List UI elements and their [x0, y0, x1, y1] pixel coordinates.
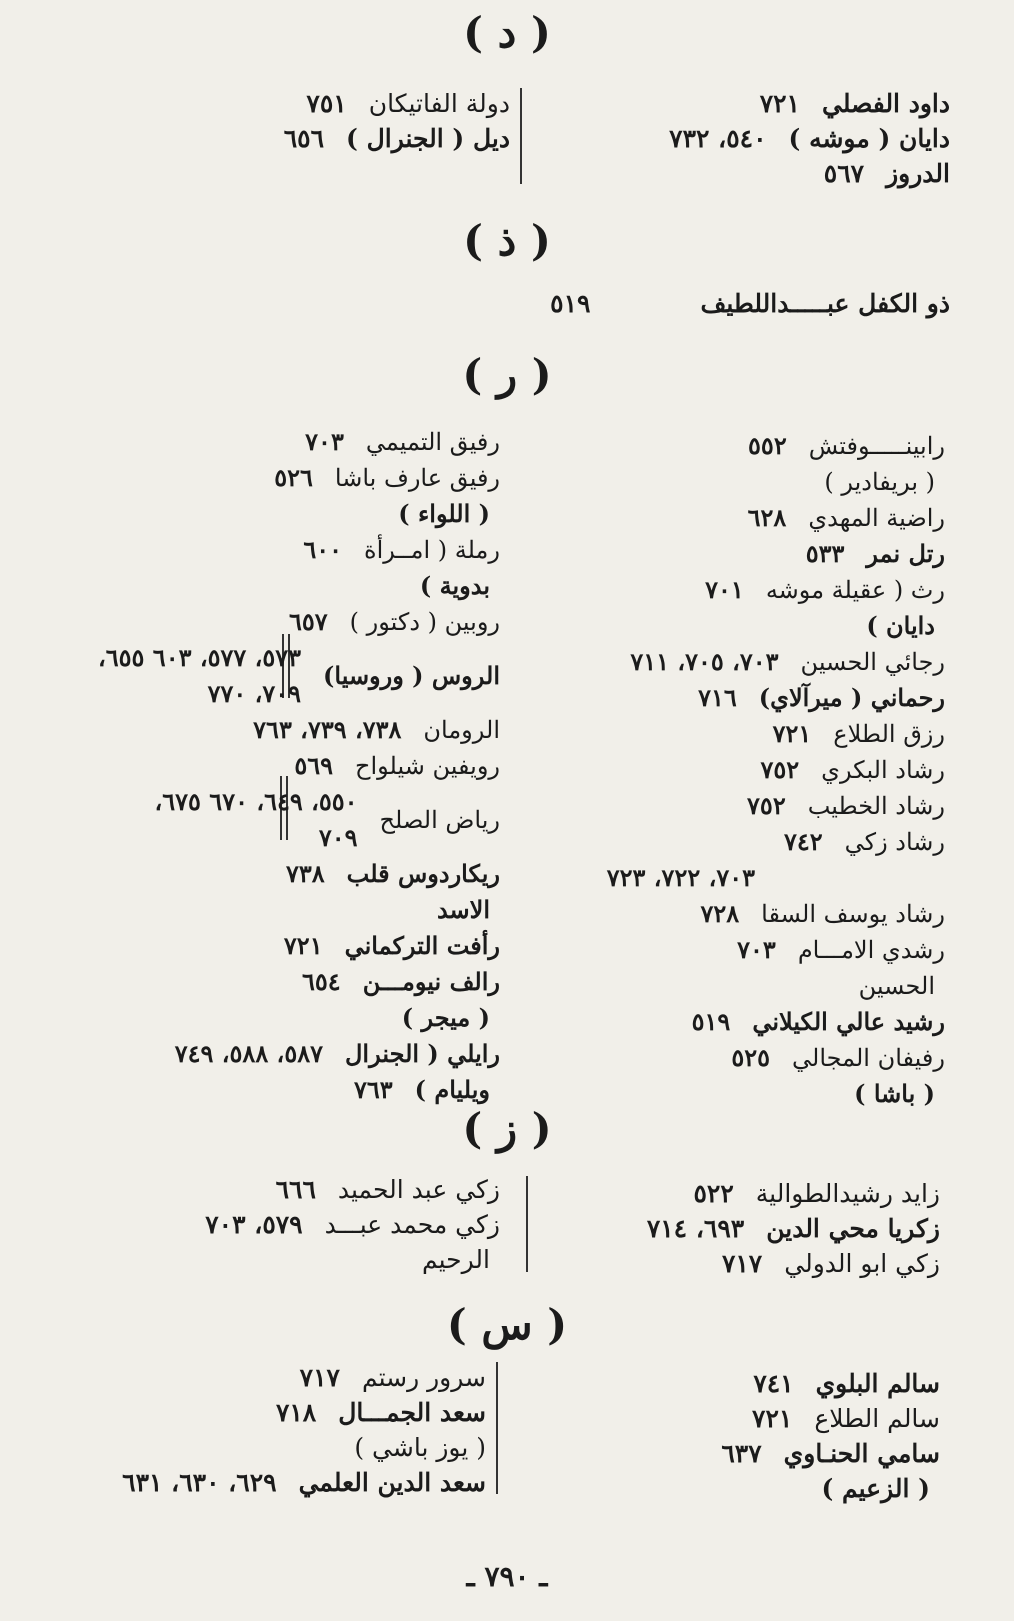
- index-entry: [510, 1004, 945, 1040]
- entry-name: رابينـــــوفتش: [808, 432, 945, 460]
- entry-name: ( بريفادير ): [824, 468, 935, 496]
- entry-pages: ٧٥١: [306, 89, 347, 118]
- entry-pages: ٥٤٠، ٧٣٢: [669, 124, 767, 153]
- entry-name: ( اللواء ): [398, 499, 490, 528]
- entry-name: رزق الطلاع: [833, 720, 945, 748]
- entry-name: بدوية ): [419, 571, 490, 600]
- index-entry: [50, 604, 500, 640]
- index-entry: [560, 156, 950, 191]
- entry-pages: ٦٣٧: [721, 1439, 762, 1468]
- index-entry: [225, 86, 510, 121]
- section-header-sin: ( س ): [446, 1300, 568, 1349]
- entry-pages: ٧٢١: [759, 89, 800, 118]
- entry-pages: ٥٦٧: [823, 159, 865, 188]
- entry-pages: ٧٣٨: [285, 859, 325, 888]
- entry-name: رشاد الخطيب: [807, 792, 945, 820]
- index-entry: [510, 968, 945, 1004]
- index-entry: [50, 424, 500, 460]
- entry-name: رايلي ( الجنرال: [344, 1039, 500, 1068]
- entry-pages: ٦٠٠: [303, 535, 343, 564]
- index-entry: [510, 1040, 945, 1076]
- column-left-ra: [50, 424, 500, 1108]
- index-entry: [650, 1436, 940, 1471]
- index-entry: [50, 892, 500, 928]
- index-entry: [50, 964, 500, 1000]
- entry-pages: ٥٧٣، ٥٧٧، ٦٠٣ ٦٥٥، ٧٠٩، ٧٧٠: [98, 643, 302, 708]
- entry-name: رتل نمر: [866, 539, 945, 568]
- entry-name: رشاد زكي: [844, 828, 945, 856]
- entry-pages: ٦٥٦: [283, 124, 325, 153]
- entry-pages: ٧٣٨، ٧٣٩، ٧٦٣: [253, 715, 402, 744]
- entry-pages: ٥٢٦: [274, 463, 313, 492]
- index-entry: [50, 568, 500, 604]
- entry-pages: ٧٠١: [705, 575, 744, 604]
- entry-pages: ٦٦٦: [275, 1175, 316, 1204]
- entry-name: دايان ): [866, 611, 935, 640]
- index-entry: [50, 1465, 486, 1500]
- entry-name: رحماني ( ميرآلاي): [758, 683, 945, 712]
- entry-name: سرور رستم: [361, 1363, 486, 1392]
- entry-name: رالف نيومـــن: [362, 967, 500, 996]
- entry-pages: ٧٤١: [753, 1369, 794, 1398]
- page-number: ـ ٧٩٠ ـ: [466, 1560, 548, 1593]
- index-entry: [560, 1211, 940, 1246]
- index-entry: [50, 532, 500, 568]
- entry-pages: ٧٠٣، ٧٠٥، ٧١١: [630, 647, 779, 676]
- index-entry: [650, 1471, 940, 1506]
- index-entry: [510, 464, 945, 500]
- index-entry: [50, 748, 500, 784]
- index-entry: [510, 572, 945, 608]
- entry-pages: ٧٢١: [283, 931, 323, 960]
- column-dhal: [480, 286, 950, 321]
- entry-name: دايان ( موشه ): [788, 124, 950, 153]
- entry-name: رملة ( امــرأة: [364, 536, 500, 564]
- entry-name: ( يوز باشي ): [354, 1433, 486, 1462]
- entry-name: رشاد يوسف السقا: [761, 900, 945, 928]
- entry-pages: ٥٥٠، ٦٤٩، ٦٧٠ ٦٧٥، ٧٠٩: [154, 787, 358, 852]
- entry-pages: ٧٥٢: [747, 791, 786, 820]
- entry-pages: ٥١٩: [550, 289, 591, 318]
- section-header-dal: ( د ): [463, 8, 551, 57]
- index-entry: [560, 86, 950, 121]
- column-divider: [496, 1362, 498, 1494]
- entry-name: رأفت التركماني: [344, 931, 500, 960]
- entry-pages: ٥٥٢: [748, 431, 787, 460]
- entry-name: دولة الفاتيكان: [368, 89, 510, 118]
- entry-name: رفيق التميمي: [365, 428, 500, 456]
- entry-name: راضية المهدي: [808, 504, 945, 532]
- entry-name: الرحيم: [422, 1245, 490, 1274]
- entry-pages: ٥١٩: [691, 1007, 731, 1036]
- entry-pages: ٧٠٣، ٧٢٢، ٧٢٣: [606, 863, 755, 892]
- entry-pages: ٥٦٩: [294, 751, 333, 780]
- index-entry: [510, 428, 945, 464]
- entry-name: ريكاردوس قلب: [346, 859, 500, 888]
- entry-name: رث ( عقيلة موشه: [765, 576, 945, 604]
- index-entry: [50, 460, 500, 496]
- entry-name: داود الفصلي: [822, 89, 950, 118]
- index-entry: [510, 824, 945, 860]
- entry-pages: ٧١٦: [698, 683, 737, 712]
- entry-name: رياض الصلح: [379, 806, 500, 834]
- entry-name: سامي الحنـاوي: [783, 1439, 940, 1468]
- index-entry: [130, 1207, 500, 1242]
- column-divider: [520, 88, 522, 184]
- entry-name: سعد الجمـــال: [338, 1398, 486, 1427]
- section-header-ra: ( ر ): [462, 350, 552, 399]
- entry-pages: ٥٧٩، ٧٠٣: [205, 1210, 303, 1239]
- index-entry: [130, 1172, 500, 1207]
- entry-name: روبين ( دكتور ): [349, 608, 500, 636]
- index-entry: [130, 1242, 500, 1277]
- index-entry: [560, 121, 950, 156]
- column-divider: [526, 1176, 528, 1272]
- column-right-ra: [510, 428, 945, 1112]
- entry-name: الاسد: [436, 895, 490, 924]
- index-entry: [510, 860, 945, 896]
- entry-name: رشيد عالي الكيلاني: [752, 1007, 945, 1036]
- section-header-zay: ( ز ): [462, 1104, 552, 1153]
- index-entry: [50, 1000, 500, 1036]
- entry-name: الرومان: [423, 716, 500, 744]
- entry-name: الدروز: [886, 159, 950, 188]
- index-entry: [50, 640, 500, 712]
- entry-name: زكي محمد عبـــد: [324, 1210, 500, 1239]
- entry-pages: ٥٢٢: [693, 1179, 734, 1208]
- column-left-dal: [225, 86, 510, 156]
- entry-pages: ٧٠٣: [305, 427, 344, 456]
- entry-pages: ٧٢١: [752, 1404, 793, 1433]
- entry-name: سالم الطلاع: [814, 1404, 940, 1433]
- index-entry: [510, 896, 945, 932]
- entry-pages: ٦٢٩، ٦٣٠، ٦٣١: [122, 1468, 277, 1497]
- entry-name: رجائي الحسين: [800, 648, 945, 676]
- entry-name: ويليام ): [414, 1075, 490, 1104]
- index-entry: [50, 1072, 500, 1108]
- entry-name: ( باشا ): [854, 1079, 935, 1108]
- entry-pages: ٧٠٣: [737, 935, 776, 964]
- entry-name: رويفين شيلواح: [355, 752, 500, 780]
- index-entry: [560, 1246, 940, 1281]
- entry-pages: ٧٢٨: [700, 899, 740, 928]
- entry-name: رفيفان المجالي: [792, 1044, 945, 1072]
- index-entry: [50, 1395, 486, 1430]
- index-entry: [50, 1036, 500, 1072]
- index-entry: [510, 500, 945, 536]
- entry-pages: ٧٦٣: [353, 1075, 393, 1104]
- index-entry: [510, 788, 945, 824]
- index-entry: [510, 680, 945, 716]
- entry-name: زكريا محي الدين: [766, 1214, 940, 1243]
- entry-pages: ٦٥٤: [302, 967, 341, 996]
- column-right-sin: [650, 1366, 940, 1506]
- column-left-sin: [50, 1360, 486, 1500]
- entry-name: الروس ( وروسيا): [323, 661, 500, 690]
- index-entry: [650, 1366, 940, 1401]
- column-right-zay: [560, 1176, 940, 1281]
- index-entry: [50, 1430, 486, 1465]
- entry-name: سالم البلوي: [815, 1369, 940, 1398]
- entry-pages: ٦٩٣، ٧١٤: [646, 1214, 745, 1243]
- index-entry: [510, 608, 945, 644]
- index-entry: [560, 1176, 940, 1211]
- entry-name: ذو الكفل عبـــــداللطيف: [700, 289, 950, 318]
- index-entry: [50, 712, 500, 748]
- entry-name: رشاد البكري: [821, 756, 945, 784]
- entry-pages: ٧١٧: [299, 1363, 340, 1392]
- index-entry: [50, 784, 500, 856]
- entry-name: زايد رشيدالطوالية: [755, 1179, 940, 1208]
- index-entry: [480, 286, 950, 321]
- index-entry: [510, 752, 945, 788]
- column-left-zay: [130, 1172, 500, 1277]
- index-entry: [510, 716, 945, 752]
- index-entry: [50, 496, 500, 532]
- section-header-dhal: ( ذ ): [463, 216, 551, 265]
- entry-name: رشدي الامـــام: [797, 936, 945, 964]
- entry-pages: ٦٢٨: [747, 503, 787, 532]
- index-entry: [50, 928, 500, 964]
- entry-pages: ٧٤٢: [783, 827, 823, 856]
- entry-name: رفيق عارف باشا: [334, 464, 500, 492]
- entry-pages: ٧١٨: [275, 1398, 317, 1427]
- entry-name: ( الزعيم ): [821, 1474, 930, 1503]
- entry-pages: ٧٢١: [772, 719, 812, 748]
- index-entry: [50, 856, 500, 892]
- entry-name: سعد الدين العلمي: [298, 1468, 486, 1497]
- index-entry: [510, 644, 945, 680]
- entry-pages: ٧١٧: [721, 1249, 763, 1278]
- entry-pages: ٥٣٣: [805, 539, 845, 568]
- entry-pages: ٥٢٥: [731, 1043, 770, 1072]
- entry-name: زكي عبد الحميد: [337, 1175, 500, 1204]
- index-entry: [50, 1360, 486, 1395]
- index-entry: [510, 932, 945, 968]
- index-entry: [650, 1401, 940, 1436]
- entry-pages: ٥٨٧، ٥٨٨، ٧٤٩: [174, 1039, 323, 1068]
- entry-pages: ٧٥٢: [760, 755, 800, 784]
- entry-name: ( ميجر ): [401, 1003, 490, 1032]
- entry-name: الحسين: [858, 972, 935, 1000]
- index-entry: [225, 121, 510, 156]
- index-entry: [510, 536, 945, 572]
- entry-pages: ٦٥٧: [289, 607, 328, 636]
- entry-name: زكي ابو الدولي: [784, 1249, 940, 1278]
- entry-name: ديل ( الجنرال ): [346, 124, 510, 153]
- column-right-dal: [560, 86, 950, 191]
